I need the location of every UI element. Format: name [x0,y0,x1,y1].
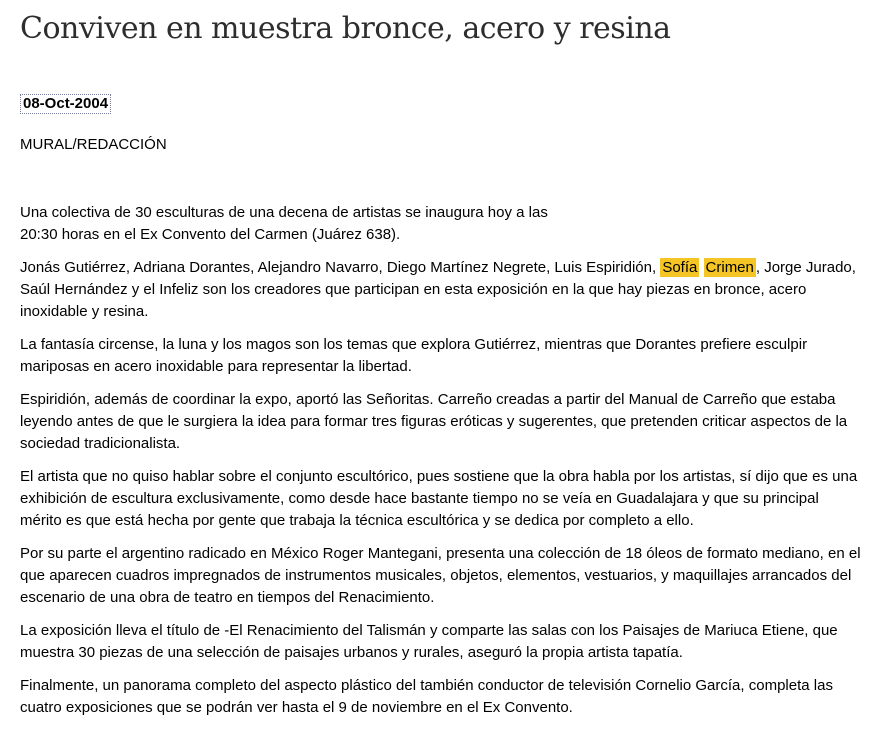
paragraph: La fantasía circense, la luna y los magos son los temas que explora Gutiérrez, mientras que Dorantes prefiere esculpir mariposas en acero inoxidable para representar la libertad. [20,336,808,375]
article-title: Conviven en muestra bronce, acero y resina [20,11,671,46]
article-byline: MURAL/REDACCIÓN [20,136,167,153]
highlighted-term: Sofía [662,259,698,276]
paragraph: Una colectiva de 30 esculturas de una decena de artistas se inaugura hoy a las 20:30 horas en el Ex Convento del Carmen (Juárez 638). [20,204,548,243]
paragraph: Espiridión, además de coordinar la expo, aportó las Señoritas. Carreño creadas a partir del Manual de Carreño que estaba leyendo antes de que le surgiera la idea para formar tres figuras eróticas y sugerentes, que pretenden criticar aspectos de la sociedad tradicionalista. [20,391,848,452]
highlighted-term: Crimen [705,259,754,276]
paragraph: Finalmente, un panorama completo del aspecto plástico del también conductor de televisión Cornelio García, completa las cuatro exposiciones que se podrán ver hasta el 9 de noviembre en el Ex Convento. [20,677,833,716]
paragraph: La exposición lleva el título de -El Renacimiento del Talismán y comparte las salas con los Paisajes de Mariuca Etiene, que muestra 30 piezas de una selección de paisajes urbanos y rurales, aseguró la propia artista tapatía. [20,622,838,661]
paragraph: Jonás Gutiérrez, Adriana Dorantes, Alejandro Navarro, Diego Martínez Negrete, Luis Espiridión, Sofía Crimen , Jorge Jurado, Saúl Hernández y el Infeliz son los creadores que participan en esta exposición en la que hay piezas en bronce, acero inoxidable y resina. [20,259,856,320]
article-date[interactable]: 08-Oct-2004 [23,95,109,112]
paragraph: Por su parte el argentino radicado en México Roger Mantegani, presenta una colección de 18 óleos de formato mediano, en el que aparecen cuadros impregnados de instrumentos musicales, objetos, elementos, vestuarios, y maquillajes arrancados del escenario de una obra de teatro en tiempos del Renacimiento. [20,545,861,606]
paragraph: El artista que no quiso hablar sobre el conjunto escultórico, pues sostiene que la obra habla por los artistas, sí dijo que es una exhibición de escultura exclusivamente, como desde hace bastante tiempo no se veía en Guadalajara y que su principal mérito es que está hecha por gente que trabaja la técnica escultórica y se dedica por completo a ello. [20,468,858,529]
article-body [20,202,862,719]
